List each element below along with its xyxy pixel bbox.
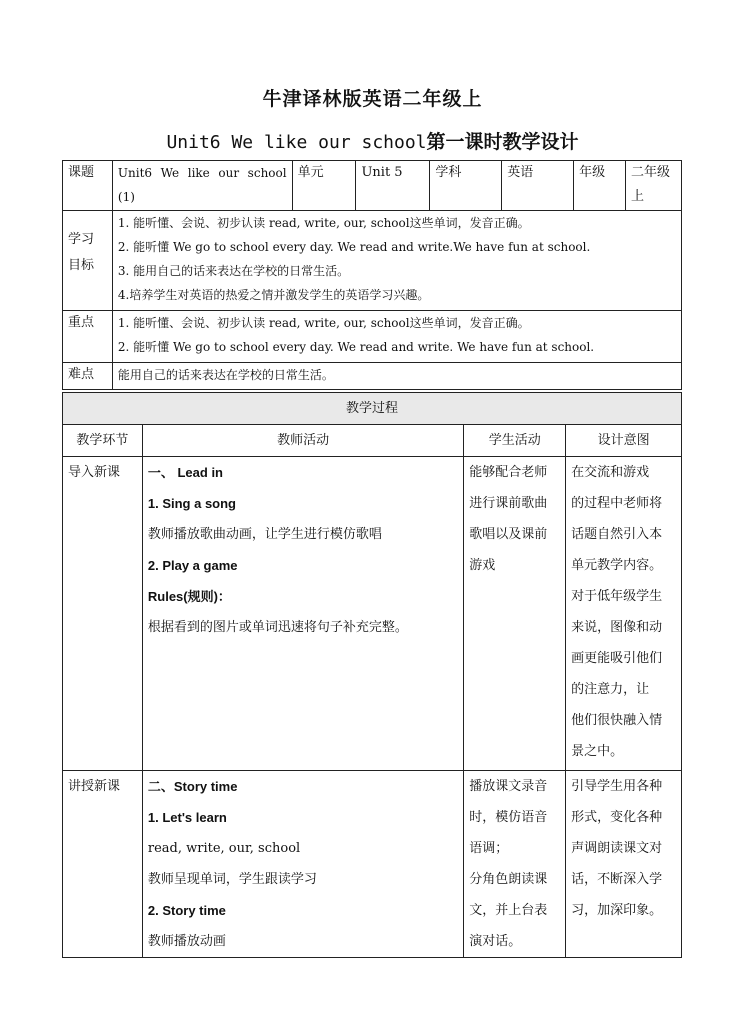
keypoint-item: 2. 能听懂 We go to school every day. We read and write. We have fun at school. (117, 340, 595, 354)
student-line: 分角色朗读课 (469, 872, 548, 887)
process-table (62, 392, 682, 958)
subtitle-unit: Unit6 We like our school (166, 132, 427, 153)
intent-line: 来说，图像和动 (571, 620, 663, 635)
teacher-activity-cell (142, 457, 463, 771)
intent-line: 单元教学内容。 (571, 558, 663, 573)
student-line: 进行课前歌曲 (469, 496, 548, 511)
process-title: 教学过程 (63, 393, 682, 425)
grade-value: 二年级上 (626, 161, 682, 211)
student-line: 歌唱以及课前 (469, 527, 548, 542)
student-line: 演对话。 (469, 934, 522, 949)
teacher-line: 1. Sing a song (147, 496, 236, 511)
info-table (62, 160, 682, 390)
intent-line: 习，加深印象。 (571, 903, 663, 918)
table-row (63, 457, 682, 771)
intent-line: 景之中。 (571, 744, 624, 759)
teacher-line: 二、Story time (147, 779, 238, 794)
keypoint-item: 1. 能听懂、会说、初步认读 read, write, our, school这些单词，发音正确。 (117, 316, 530, 330)
intent-line: 在交流和游戏 (571, 465, 650, 480)
stage-cell: 导入新课 (63, 457, 143, 771)
teacher-line: Rules(规则)： (147, 589, 231, 604)
header-student: 学生活动 (464, 425, 566, 457)
student-line: 文，并上台表 (469, 903, 548, 918)
intent-cell (566, 771, 682, 958)
objectives-content (112, 211, 681, 311)
teacher-line: 教师播放歌曲动画，让学生进行模仿歌唱 (147, 527, 382, 542)
unit-label: 单元 (292, 161, 356, 211)
student-activity-cell (464, 457, 566, 771)
unit-value: Unit 5 (356, 161, 430, 211)
document-subtitle (0, 127, 745, 154)
teacher-activity-cell (142, 771, 463, 958)
objectives-label: 学习目标 (63, 211, 113, 311)
stage-cell: 讲授新课 (63, 771, 143, 958)
teacher-line: 一、 Lead in (147, 465, 223, 480)
intent-line: 引导学生用各种 (571, 779, 663, 794)
intent-line: 话，不断深入学 (571, 872, 663, 887)
student-line: 语调； (469, 841, 509, 856)
intent-line: 画更能吸引他们 (571, 651, 663, 666)
intent-line: 他们很快融入情 (571, 713, 663, 728)
student-line: 游戏 (469, 558, 496, 573)
topic-value: Unit6 We like our school (1) (112, 161, 292, 211)
objective-item: 1. 能听懂、会说、初步认读 read, write, our, school这些单词，发音正确。 (117, 216, 530, 230)
subtitle-lesson: 第一课时教学设计 (426, 131, 579, 153)
table-row (63, 771, 682, 958)
grade-label: 年级 (574, 161, 626, 211)
teacher-line: 1. Let's learn (147, 810, 227, 825)
intent-line: 对于低年级学生 (571, 589, 663, 604)
objective-item: 3. 能用自己的话来表达在学校的日常生活。 (117, 264, 350, 278)
keypoints-content (112, 311, 681, 363)
header-stage: 教学环节 (63, 425, 143, 457)
intent-line: 的注意力，让 (571, 682, 650, 697)
topic-label: 课题 (63, 161, 113, 211)
teacher-line: 教师播放动画 (147, 934, 226, 949)
intent-cell (566, 457, 682, 771)
header-teacher: 教师活动 (142, 425, 463, 457)
teacher-line: 教师呈现单词，学生跟读学习 (147, 872, 317, 887)
intent-line: 形式，变化各种 (571, 810, 663, 825)
intent-line: 的过程中老师将 (571, 496, 663, 511)
difficulty-value: 能用自己的话来表达在学校的日常生活。 (112, 363, 681, 390)
header-intent: 设计意图 (566, 425, 682, 457)
student-line: 时，模仿语音 (469, 810, 548, 825)
subject-label: 学科 (430, 161, 502, 211)
student-line: 能够配合老师 (469, 465, 548, 480)
difficulty-label: 难点 (63, 363, 113, 390)
keypoints-label: 重点 (63, 311, 113, 363)
objective-item: 4.培养学生对英语的热爱之情并激发学生的英语学习兴趣。 (117, 288, 430, 302)
teacher-line: 2. Play a game (147, 558, 238, 573)
document-title: 牛津译林版英语二年级上 (262, 88, 483, 110)
student-line: 播放课文录音 (469, 779, 548, 794)
teacher-line: read, write, our, school (147, 841, 301, 856)
objective-item: 2. 能听懂 We go to school every day. We read and write.We have fun at school. (117, 240, 591, 254)
teacher-line: 2. Story time (147, 903, 226, 918)
subject-value: 英语 (502, 161, 574, 211)
intent-line: 声调朗读课文对 (571, 841, 663, 856)
teacher-line: 根据看到的图片或单词迅速将句子补充完整。 (147, 620, 408, 635)
intent-line: 话题自然引入本 (571, 527, 663, 542)
student-activity-cell (464, 771, 566, 958)
